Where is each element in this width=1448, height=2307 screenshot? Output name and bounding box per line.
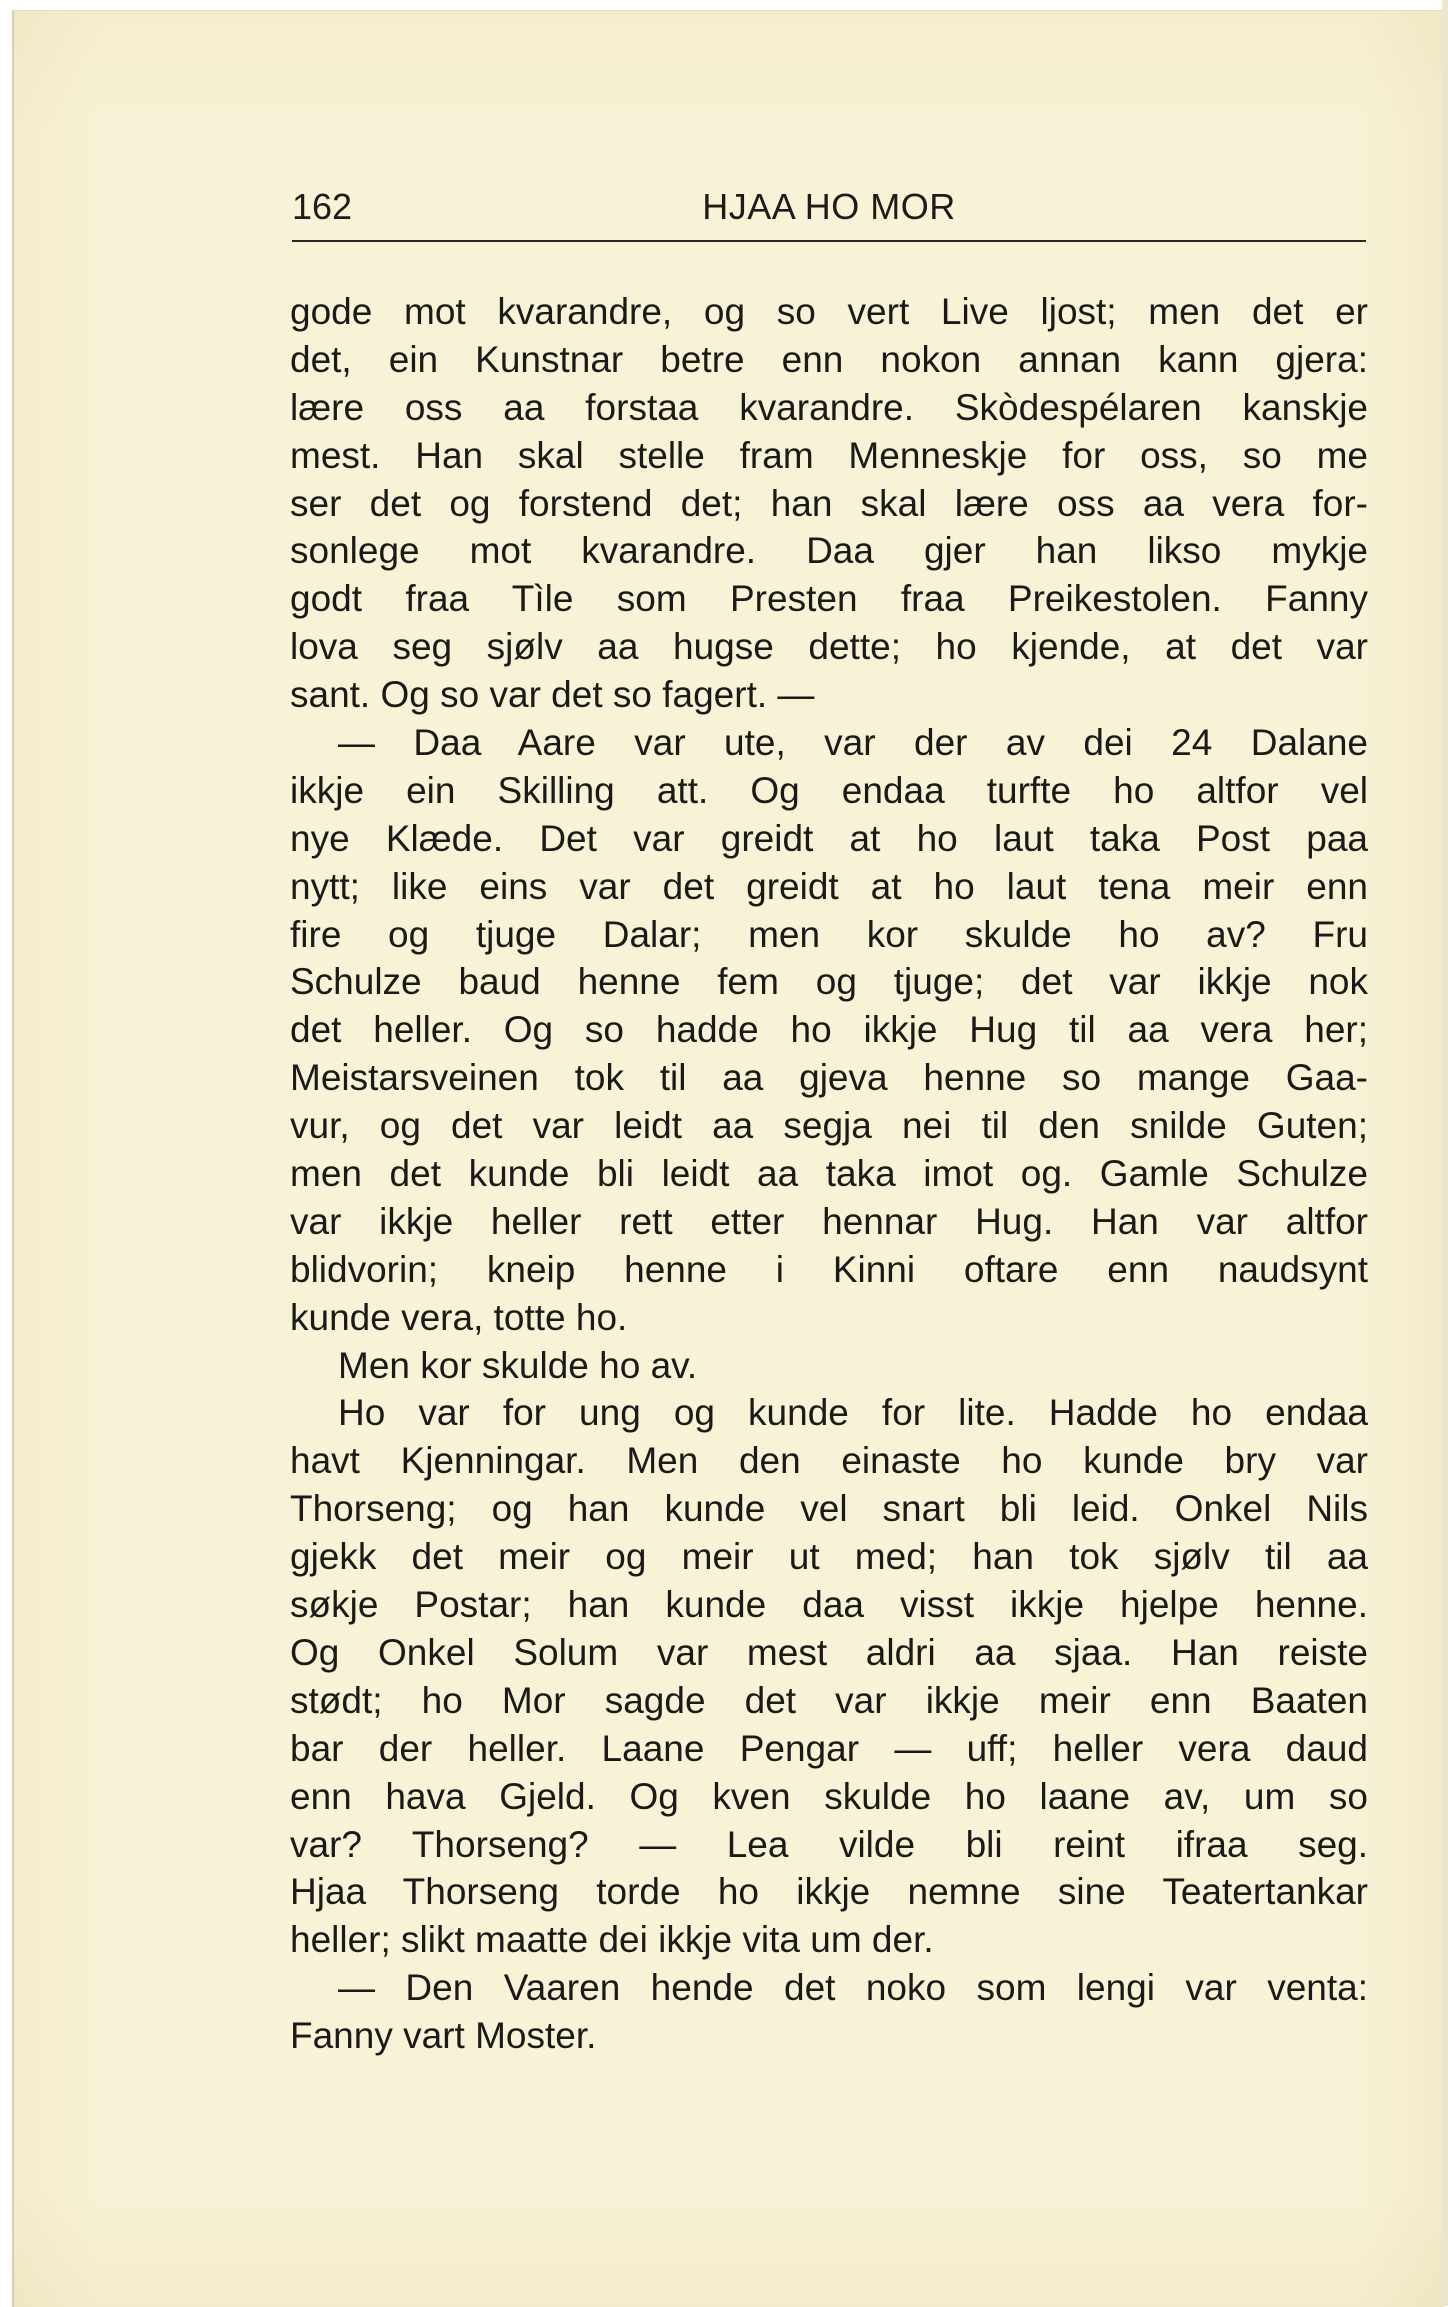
text-line: Thorseng; og han kunde vel snart bli leid. Onkel Nils <box>290 1488 1368 1530</box>
scan-edge <box>1442 0 1448 2306</box>
text-line: gode mot kvarandre, og so vert Live ljost; men det er <box>290 291 1368 332</box>
text-line: men det kunde bli leidt aa taka imot og. Gamle Schulze <box>290 1153 1368 1195</box>
text-line: kunde vera, totte ho. <box>290 1296 628 1338</box>
text-line: gjekk det meir og meir ut med; han tok sjølv til aa <box>290 1536 1368 1578</box>
text-line: fire og tjuge Dalar; men kor skulde ho av? Fru <box>290 913 1368 955</box>
text-line: — Den Vaaren hende det noko som lengi var venta: <box>338 1967 1368 2009</box>
text-line: nye Klæde. Det var greidt at ho laut taka Post paa <box>290 817 1368 859</box>
page-number: 162 <box>292 186 353 227</box>
text-line: godt fraa Tìle som Presten fraa Preikestolen. Fanny <box>290 578 1368 620</box>
text-line: søkje Postar; han kunde daa visst ikkje hjelpe henne. <box>290 1584 1368 1626</box>
text-line: bar der heller. Laane Pengar — uff; heller vera daud <box>290 1727 1368 1769</box>
text-line: det, ein Kunstnar betre enn nokon annan kann gjera: <box>290 338 1368 380</box>
text-line: Ho var for ung og kunde for lite. Hadde ho endaa <box>338 1392 1368 1434</box>
body-text <box>290 288 1368 2060</box>
text-line: havt Kjenningar. Men den einaste ho kunde bry var <box>290 1440 1368 1482</box>
text-line: enn hava Gjeld. Og kven skulde ho laane av, um so <box>290 1775 1368 1817</box>
text-line: vur, og det var leidt aa segja nei til den snilde Guten; <box>290 1105 1368 1147</box>
page-header <box>292 186 1366 238</box>
text-line: lære oss aa forstaa kvarandre. Skòdespélaren kanskje <box>290 386 1368 428</box>
text-line: Schulze baud henne fem og tjuge; det var ikkje nok <box>290 961 1368 1003</box>
text-line: nytt; like eins var det greidt at ho laut tena meir enn <box>290 865 1368 907</box>
text-line: stødt; ho Mor sagde det var ikkje meir enn Baaten <box>290 1679 1368 1721</box>
text-line: blidvorin; kneip henne i Kinni oftare enn naudsynt <box>290 1248 1368 1290</box>
text-line: var? Thorseng? — Lea vilde bli reint ifraa seg. <box>290 1823 1368 1865</box>
text-line: Fanny vart Moster. <box>290 2015 597 2057</box>
text-line: mest. Han skal stelle fram Menneskje for oss, so me <box>290 434 1368 476</box>
text-line: Og Onkel Solum var mest aldri aa sjaa. Han reiste <box>290 1631 1368 1673</box>
text-line: heller; slikt maatte dei ikkje vita um der. <box>290 1919 934 1961</box>
text-line: det heller. Og so hadde ho ikkje Hug til aa vera her; <box>290 1009 1368 1051</box>
text-line: sonlege mot kvarandre. Daa gjer han likso mykje <box>290 530 1368 572</box>
text-line: Hjaa Thorseng torde ho ikkje nemne sine Teatertankar <box>290 1871 1368 1913</box>
text-line: Men kor skulde ho av. <box>338 1344 698 1386</box>
text-line: — Daa Aare var ute, var der av dei 24 Dalane <box>338 722 1368 764</box>
text-line: var ikkje heller rett etter hennar Hug. Han var altfor <box>290 1200 1368 1242</box>
text-line: ser det og forstend det; han skal lære oss aa vera for- <box>290 482 1368 524</box>
text-line: ikkje ein Skilling att. Og endaa turfte ho altfor vel <box>290 769 1368 811</box>
text-line: Meistarsveinen tok til aa gjeva henne so mange Gaa- <box>290 1057 1368 1099</box>
text-line: sant. Og so var det so fagert. — <box>290 674 815 716</box>
header-rule <box>292 240 1366 242</box>
running-title: HJAA HO MOR <box>702 186 956 227</box>
text-line: lova seg sjølv aa hugse dette; ho kjende, at det var <box>290 626 1368 668</box>
